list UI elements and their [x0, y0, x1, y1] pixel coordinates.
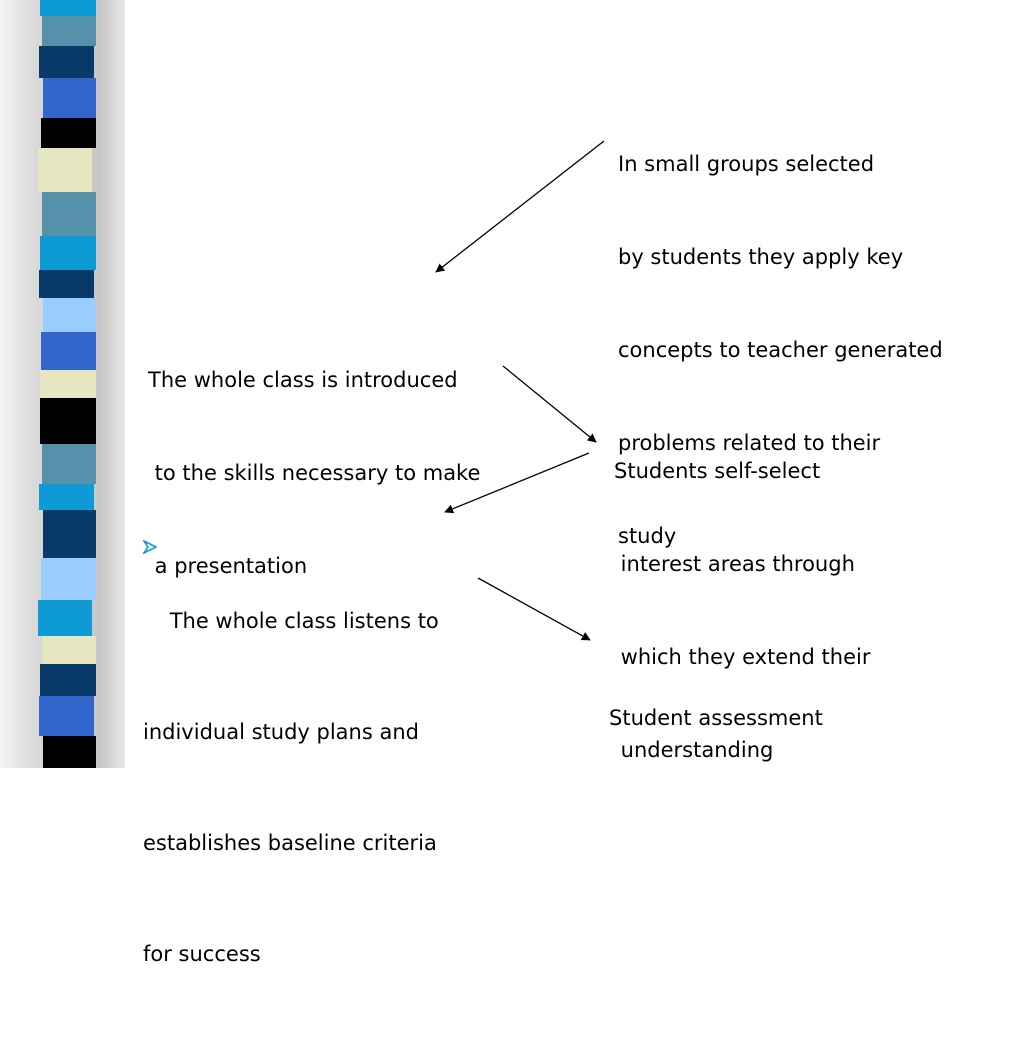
whole-class-intro-line: The whole class is introduced [148, 368, 458, 392]
small-groups-line: problems related to their [618, 431, 881, 455]
student-assessment-text [609, 641, 823, 796]
small-groups-line: concepts to teacher generated [618, 338, 943, 362]
self-select-line: interest areas through [614, 552, 855, 576]
whole-class-listens-text [143, 529, 439, 1047]
small-groups-line: by students they apply key [618, 245, 904, 269]
arrow-groups-to-intro [436, 141, 604, 272]
listens-line: for success [143, 942, 261, 966]
student-assessment-label: Student assessment [609, 706, 823, 730]
listens-line: establishes baseline criteria [143, 831, 437, 855]
whole-class-intro-line: a presentation [148, 554, 308, 578]
self-select-line: understanding [614, 738, 774, 762]
arrow-intro-to-self-select [503, 366, 596, 442]
small-groups-line: In small groups selected [618, 152, 875, 176]
arrow-listens-to-assessment [478, 578, 590, 640]
listens-line: individual study plans and [143, 720, 419, 744]
self-select-line: which they extend their [614, 645, 871, 669]
small-groups-line: study [618, 524, 677, 548]
listens-line: The whole class listens to [143, 609, 439, 633]
whole-class-intro-line: to the skills necessary to make [148, 461, 481, 485]
self-select-line: Students self-select [614, 459, 821, 483]
